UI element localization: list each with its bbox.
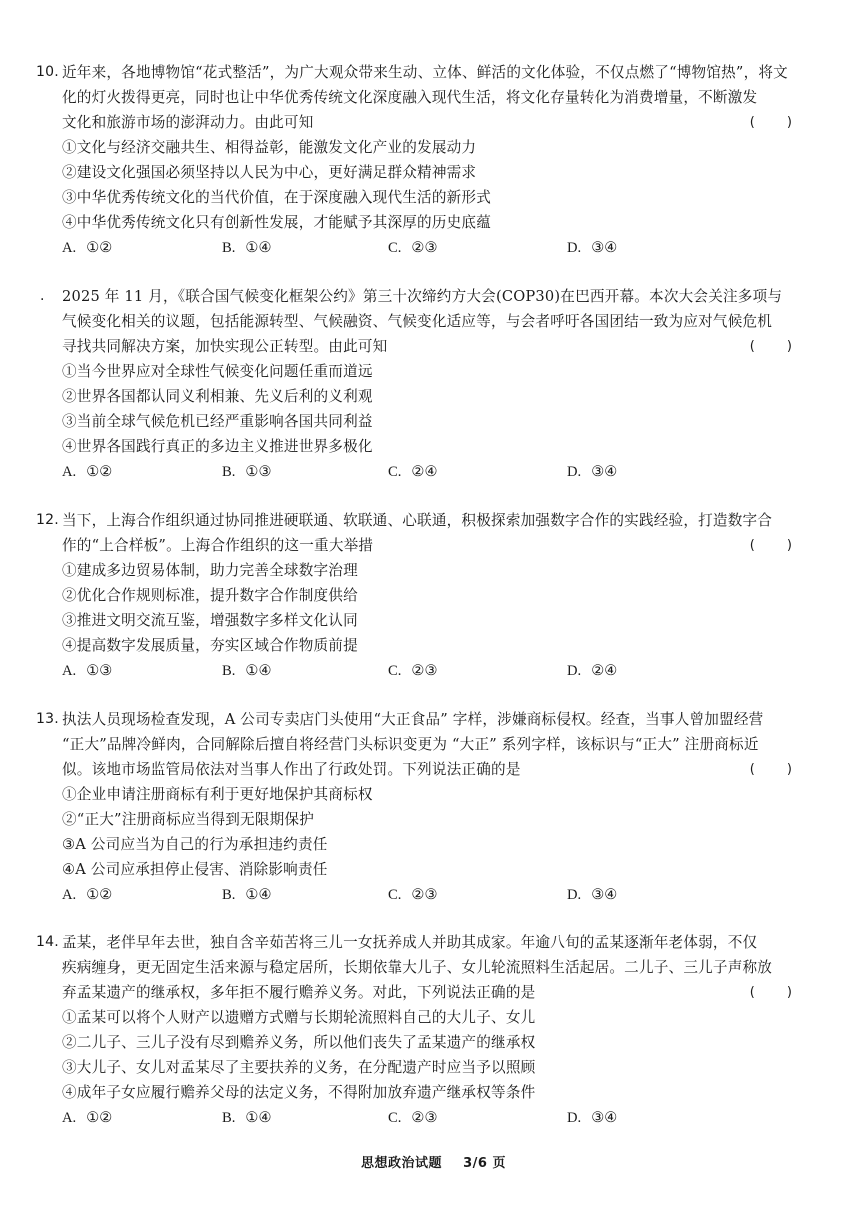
- choice-a: A. ①②: [62, 886, 113, 903]
- answer-choices: [62, 235, 812, 261]
- option-statement: ④提高数字发展质量，夯实区域合作物质前提: [62, 637, 358, 654]
- question-stem-line: 14. 孟某，老伴早年去世，独自含辛茹苦将三儿一女抚养成人并助其成家。年逾八旬的孟某逐渐年老体弱，不仅: [62, 930, 812, 955]
- choice-a: A. ①②: [62, 1109, 113, 1126]
- question-number: 14.: [36, 934, 59, 950]
- option-statement: ①建成多边贸易体制，助力完善全球数字治理: [62, 562, 358, 579]
- question-13: [36, 707, 812, 908]
- answer-blank: ( ): [749, 339, 806, 354]
- question-stem-line: 似。该地市场监管局依法对当事人作出了行政处罚。下列说法正确的是 ( ): [62, 757, 812, 782]
- question-stem-line: 化的灯火拨得更亮，同时也让中华优秀传统文化深度融入现代生活，将文化存量转化为消费增量，不断激发: [62, 89, 758, 106]
- option-statement: ①文化与经济交融共生、相得益彰，能激发文化产业的发展动力: [62, 139, 477, 156]
- answer-choices: [62, 882, 812, 908]
- question-number: 10.: [36, 64, 59, 80]
- answer-blank: ( ): [749, 538, 806, 553]
- answer-blank: ( ): [749, 762, 806, 777]
- footer-page-number: 3/6 页: [463, 1156, 506, 1171]
- option-statement: ①企业申请注册商标有利于更好地保护其商标权: [62, 786, 373, 803]
- question-number: 13.: [36, 711, 59, 727]
- choice-c: C. ②③: [388, 239, 438, 256]
- option-statement: ④A 公司应承担停止侵害、消除影响责任: [62, 861, 328, 878]
- question-number: 12.: [36, 512, 59, 528]
- question-10: [36, 60, 812, 261]
- question-stem-line: 12. 当下，上海合作组织通过协同推进硬联通、软联通、心联通，积极探索加强数字合作的实践经验，打造数字合: [62, 508, 812, 533]
- question-14: [36, 930, 812, 1131]
- question-stem-line: 13. 执法人员现场检查发现，A 公司专卖店门头使用“大正食品” 字样，涉嫌商标侵权。经查，当事人曾加盟经营: [62, 707, 812, 732]
- option-statement: ③大儿子、女儿对孟某尽了主要扶养的义务，在分配遗产时应当予以照顾: [62, 1059, 536, 1076]
- option-statement: ④中华优秀传统文化只有创新性发展，才能赋予其深厚的历史底蕴: [62, 214, 492, 231]
- option-statement: ③推进文明交流互鉴，增强数字多样文化认同: [62, 612, 358, 629]
- footer-subject: 思想政治试题: [361, 1156, 443, 1171]
- choice-a: A. ①③: [62, 662, 113, 679]
- choice-c: C. ②③: [388, 886, 438, 903]
- option-statement: ②“正大”注册商标应当得到无限期保护: [62, 811, 315, 828]
- question-stem-line: 气候变化相关的议题，包括能源转型、气候融资、气候变化适应等，与会者呼吁各国团结一致为应对气候危机: [62, 313, 773, 330]
- question-11: [40, 284, 812, 485]
- answer-blank: ( ): [749, 985, 806, 1000]
- question-stem-line: 寻找共同解决方案，加快实现公正转型。由此可知 ( ): [62, 334, 812, 359]
- option-statement: ③中华优秀传统文化的当代价值，在于深度融入现代生活的新形式: [62, 189, 492, 206]
- choice-d: D. ③④: [567, 463, 618, 480]
- answer-choices: [62, 459, 812, 485]
- question-stem-line: . 2025 年 11 月，《联合国气候变化框架公约》第三十次缔约方大会(COP30)在巴西开幕。本次大会关注多项与: [62, 284, 812, 309]
- option-statement: ④世界各国践行真正的多边主义推进世界多极化: [62, 438, 373, 455]
- page-footer: [0, 1152, 867, 1171]
- choice-b: B. ①③: [222, 463, 272, 480]
- option-statement: ②二儿子、三儿子没有尽到赡养义务，所以他们丧失了孟某遗产的继承权: [62, 1034, 536, 1051]
- answer-blank: ( ): [749, 115, 806, 130]
- question-stem-line: 疾病缠身，更无固定生活来源与稳定居所，长期依靠大儿子、女儿轮流照料生活起居。二儿子、三儿子声称放: [62, 959, 773, 976]
- question-stem-line: 10. 近年来，各地博物馆“花式整活”，为广大观众带来生动、立体、鲜活的文化体验，不仅点燃了“博物馆热”，将文: [62, 60, 812, 85]
- choice-b: B. ①④: [222, 662, 272, 679]
- choice-d: D. ③④: [567, 886, 618, 903]
- question-stem-line: 作的“上合样板”。上海合作组织的这一重大举措 ( ): [62, 533, 812, 558]
- option-statement: ②世界各国都认同义利相兼、先义后利的义利观: [62, 388, 373, 405]
- choice-a: A. ①②: [62, 239, 113, 256]
- option-statement: ③A 公司应当为自己的行为承担违约责任: [62, 836, 328, 853]
- question-number: .: [40, 288, 45, 304]
- question-stem-line: 文化和旅游市场的澎湃动力。由此可知 ( ): [62, 110, 812, 135]
- choice-a: A. ①②: [62, 463, 113, 480]
- option-statement: ③当前全球气候危机已经严重影响各国共同利益: [62, 413, 373, 430]
- choice-d: D. ②④: [567, 662, 618, 679]
- answer-choices: [62, 1105, 812, 1131]
- question-12: [36, 508, 812, 684]
- option-statement: ④成年子女应履行赡养父母的法定义务，不得附加放弃遗产继承权等条件: [62, 1084, 536, 1101]
- option-statement: ①当今世界应对全球性气候变化问题任重而道远: [62, 363, 373, 380]
- option-statement: ②建设文化强国必须坚持以人民为中心，更好满足群众精神需求: [62, 164, 477, 181]
- choice-b: B. ①④: [222, 886, 272, 903]
- option-statement: ①孟某可以将个人财产以遗赠方式赠与长期轮流照料自己的大儿子、女儿: [62, 1009, 536, 1026]
- question-stem-line: “正大”品牌冷鲜肉，合同解除后擅自将经营门头标识变更为 “大正” 系列字样，该标识与“正大” 注册商标近: [62, 736, 759, 753]
- choice-d: D. ③④: [567, 1109, 618, 1126]
- choice-c: C. ②④: [388, 463, 438, 480]
- question-stem-line: 弃孟某遗产的继承权，多年拒不履行赡养义务。对此，下列说法正确的是 ( ): [62, 980, 812, 1005]
- choice-c: C. ②③: [388, 1109, 438, 1126]
- choice-b: B. ①④: [222, 1109, 272, 1126]
- option-statement: ②优化合作规则标准，提升数字合作制度供给: [62, 587, 358, 604]
- answer-choices: [62, 658, 812, 684]
- choice-c: C. ②③: [388, 662, 438, 679]
- choice-d: D. ③④: [567, 239, 618, 256]
- choice-b: B. ①④: [222, 239, 272, 256]
